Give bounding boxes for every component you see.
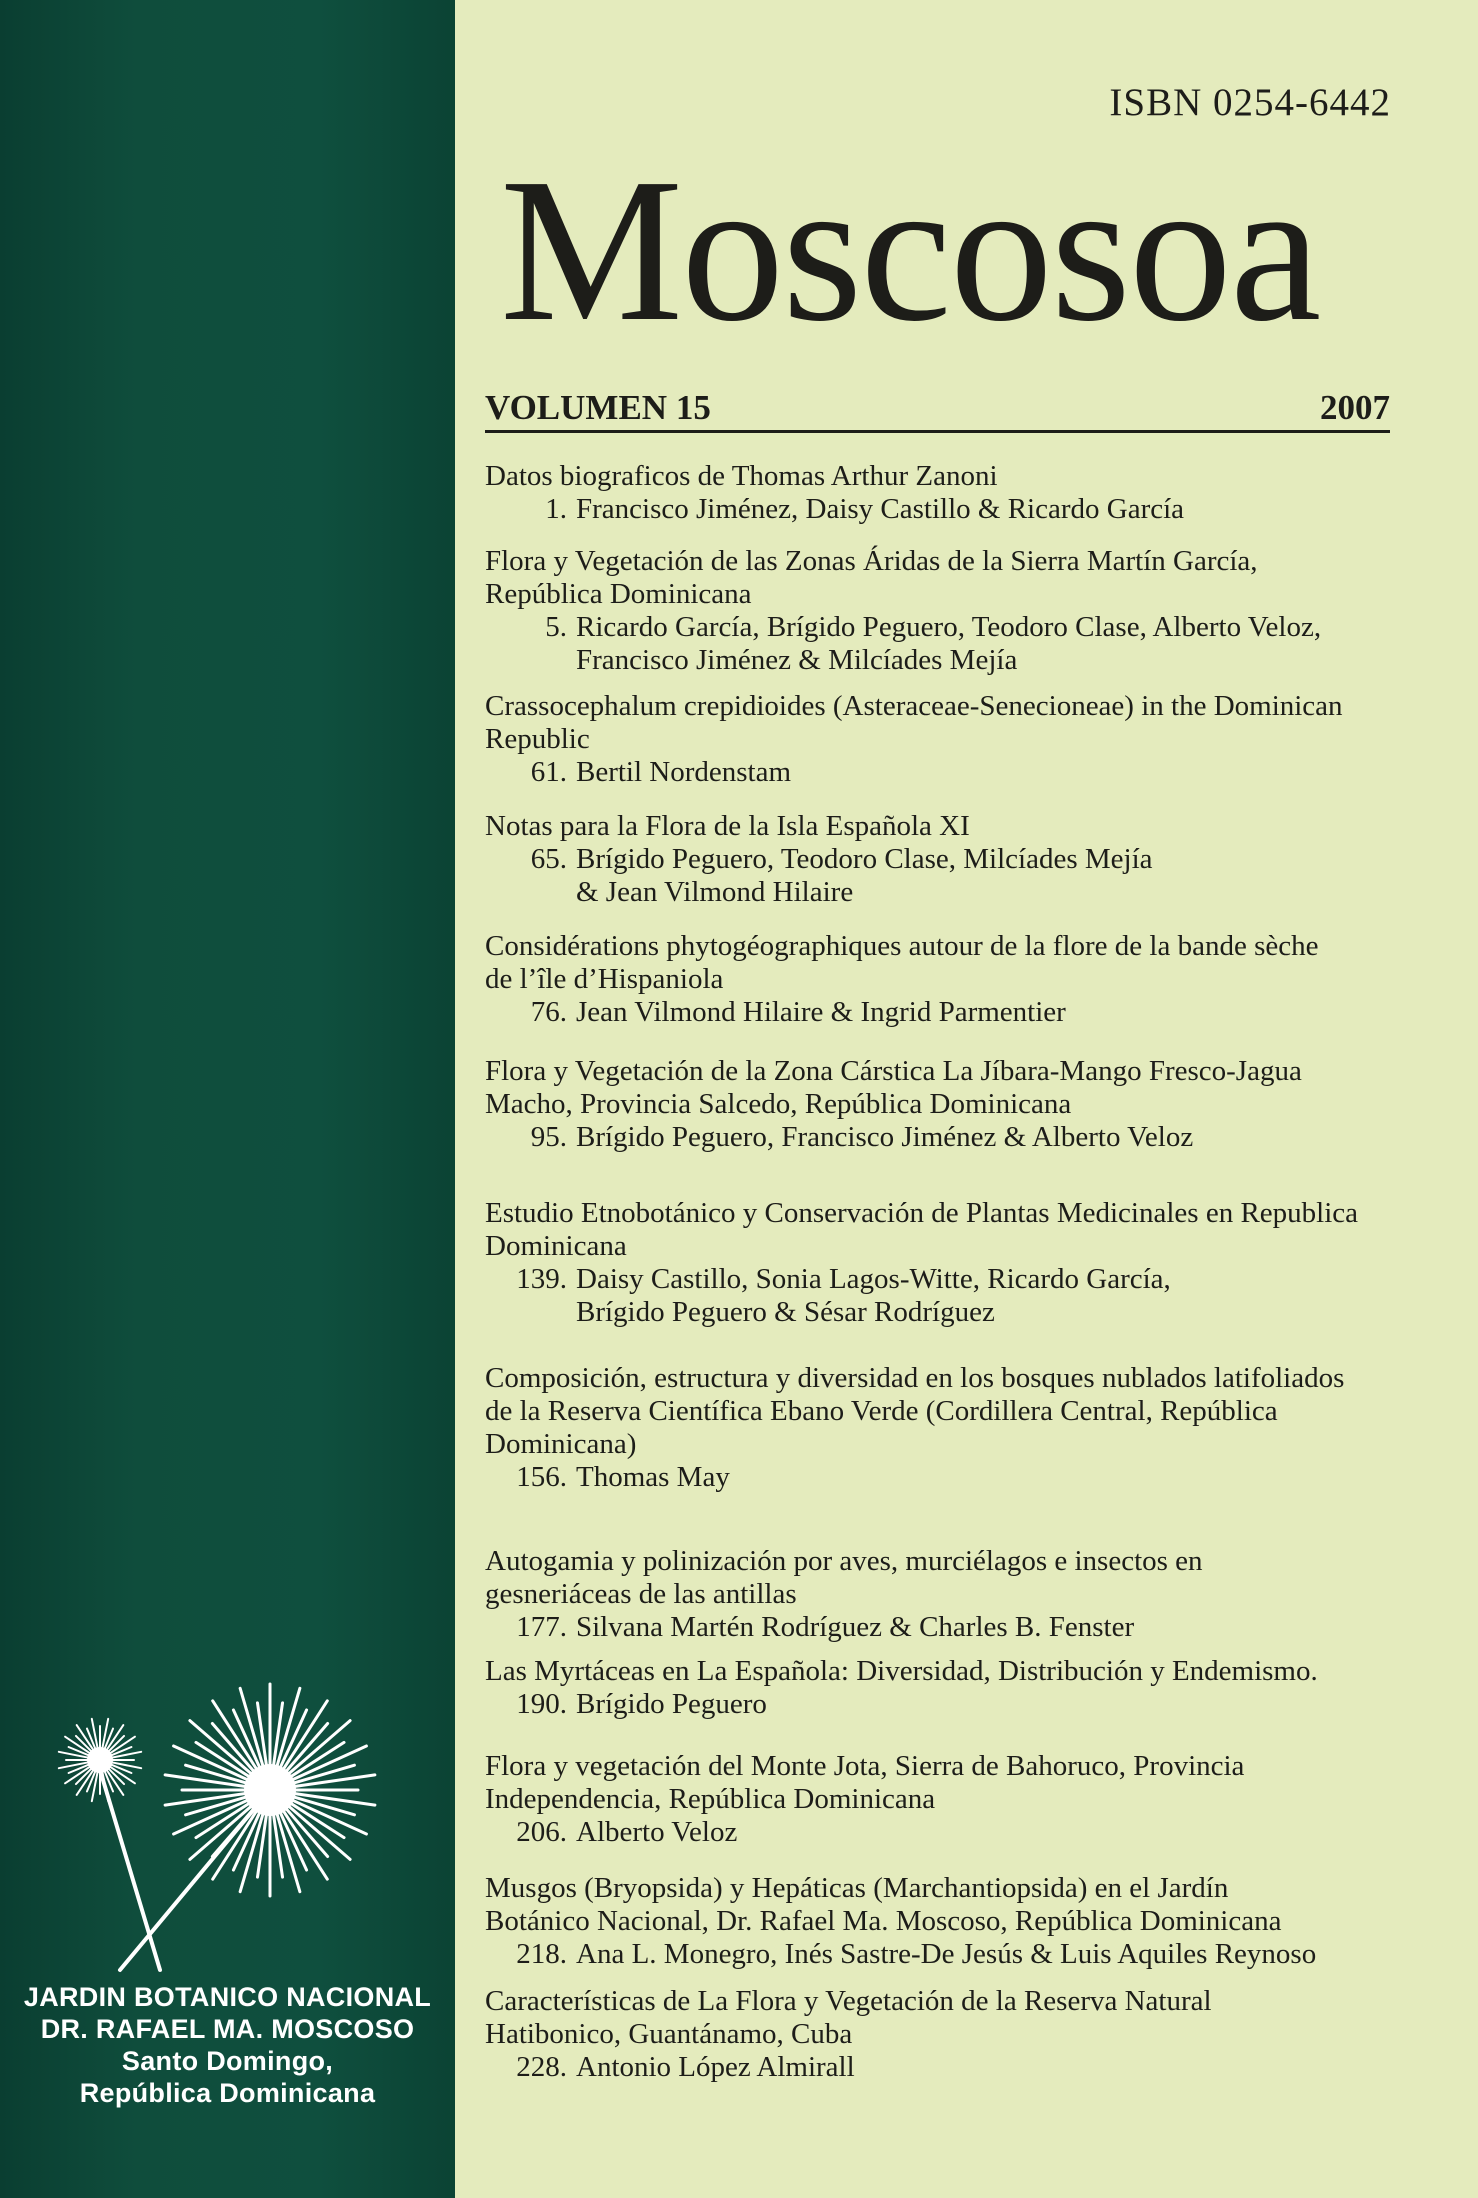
article-page: 95.	[530, 1121, 567, 1153]
author-line: Brígido Peguero	[576, 1688, 767, 1720]
author-line: Ricardo García, Brígido Peguero, Teodoro Clase, Alberto Veloz,	[576, 611, 1322, 643]
article-title: de l’île d’Hispaniola	[485, 963, 724, 995]
toc-entry	[485, 690, 1465, 789]
institution-line: DR. RAFAEL MA. MOSCOSO	[40, 2014, 415, 2044]
article-authors	[485, 1938, 1465, 1971]
author-line: Jean Vilmond Hilaire & Ingrid Parmentier	[576, 996, 1066, 1028]
page-indent	[485, 644, 576, 677]
article-title: Composición, estructura y diversidad en los bosques nublados latifoliados	[485, 1362, 1345, 1394]
institution-line: JARDIN BOTANICO NACIONAL	[23, 1982, 432, 2012]
article-page: 76.	[530, 996, 567, 1028]
author-line: Francisco Jiménez & Milcíades Mejía	[576, 644, 1018, 676]
author-line: Daisy Castillo, Sonia Lagos-Witte, Ricardo García,	[576, 1263, 1171, 1295]
author-line: Thomas May	[576, 1461, 730, 1493]
article-title: Musgos (Bryopsida) y Hepáticas (Marchantiopsida) en el Jardín	[485, 1872, 1229, 1904]
article-authors	[485, 876, 1465, 909]
isbn-number: ISBN 0254-6442	[1109, 81, 1391, 124]
page-indent	[485, 876, 576, 909]
article-authors	[485, 1611, 1465, 1644]
article-authors	[485, 1263, 1465, 1296]
article-authors	[485, 996, 1465, 1029]
article-page: 190.	[516, 1688, 567, 1720]
toc-entry	[485, 1545, 1465, 1644]
toc-entry	[485, 1985, 1465, 2084]
toc-entry	[485, 545, 1465, 677]
institution-country: República Dominicana	[79, 2078, 376, 2108]
toc-entry	[485, 1750, 1465, 1849]
toc-entry	[485, 1197, 1465, 1329]
author-line: Antonio López Almirall	[576, 2051, 855, 2083]
article-authors	[485, 644, 1465, 677]
sunburst-palm-icon	[40, 1680, 420, 1980]
author-line: Brígido Peguero, Francisco Jiménez & Alberto Veloz	[576, 1121, 1194, 1153]
article-page: 139.	[516, 1263, 567, 1295]
article-authors	[485, 1461, 1465, 1494]
author-line: Alberto Veloz	[576, 1816, 738, 1848]
article-page: 65.	[530, 843, 567, 875]
article-page: 156.	[516, 1461, 567, 1493]
author-line: & Jean Vilmond Hilaire	[576, 876, 854, 908]
article-page: 177.	[516, 1611, 567, 1643]
article-title: Características de La Flora y Vegetación de la Reserva Natural	[485, 1985, 1212, 2017]
toc-entry	[485, 1055, 1465, 1154]
journal-title: Moscosoa	[500, 135, 1320, 364]
article-title: Botánico Nacional, Dr. Rafael Ma. Moscoso, República Dominicana	[485, 1905, 1282, 1937]
article-title: Estudio Etnobotánico y Conservación de Plantas Medicinales en Republica	[485, 1197, 1359, 1229]
article-authors	[485, 1816, 1465, 1849]
toc-entry	[485, 1872, 1465, 1971]
toc-entry	[485, 460, 1465, 526]
article-page: 5.	[545, 611, 567, 643]
author-line: Francisco Jiménez, Daisy Castillo & Ricardo García	[576, 493, 1185, 525]
article-title: Flora y Vegetación de las Zonas Áridas de la Sierra Martín García,	[485, 545, 1258, 577]
volume-rule	[485, 384, 1390, 433]
article-page: 61.	[530, 756, 567, 788]
article-title: República Dominicana	[485, 578, 752, 610]
article-title: Independencia, República Dominicana	[485, 1783, 936, 1815]
article-title: Republic	[485, 723, 590, 755]
page-indent	[485, 1296, 576, 1329]
author-line: Brígido Peguero & Sésar Rodríguez	[576, 1296, 995, 1328]
article-title: Macho, Provincia Salcedo, República Dominicana	[485, 1088, 1072, 1120]
institution-city: Santo Domingo,	[121, 2046, 334, 2076]
toc-entry	[485, 810, 1465, 909]
article-title: Dominicana	[485, 1230, 627, 1262]
toc-entry	[485, 1362, 1465, 1494]
article-title: Autogamia y polinización por aves, murciélagos e insectos en	[485, 1545, 1203, 1577]
article-authors	[485, 756, 1465, 789]
article-title: Notas para la Flora de la Isla Española XI	[485, 810, 970, 842]
article-authors	[485, 611, 1465, 644]
article-title: gesneriáceas de las antillas	[485, 1578, 797, 1610]
article-page: 228.	[516, 2051, 567, 2083]
author-line: Brígido Peguero, Teodoro Clase, Milcíades Mejía	[576, 843, 1153, 875]
institution-name	[0, 1981, 455, 2109]
article-page: 206.	[516, 1816, 567, 1848]
article-page: 218.	[516, 1938, 567, 1970]
article-authors	[485, 2051, 1465, 2084]
cover-sidebar	[0, 0, 455, 2198]
article-authors	[485, 843, 1465, 876]
author-line: Ana L. Monegro, Inés Sastre-De Jesús & Luis Aquiles Reynoso	[576, 1938, 1317, 1970]
article-title: Crassocephalum crepidioides (Asteraceae-Senecioneae) in the Dominican	[485, 690, 1343, 722]
toc-entry	[485, 930, 1465, 1029]
article-page: 1.	[545, 493, 567, 525]
cover-main	[455, 0, 1478, 2198]
article-title: Las Myrtáceas en La Española: Diversidad, Distribución y Endemismo.	[485, 1655, 1318, 1687]
article-title: Flora y Vegetación de la Zona Cárstica La Jíbara-Mango Fresco-Jagua	[485, 1055, 1302, 1087]
article-title: Hatibonico, Guantánamo, Cuba	[485, 2018, 853, 2050]
article-authors	[485, 493, 1465, 526]
article-authors	[485, 1688, 1465, 1721]
article-title: Datos biograficos de Thomas Arthur Zanoni	[485, 460, 998, 492]
article-title: Dominicana)	[485, 1428, 637, 1460]
article-title: Considérations phytogéographiques autour de la flore de la bande sèche	[485, 930, 1319, 962]
author-line: Silvana Martén Rodríguez & Charles B. Fenster	[576, 1611, 1135, 1643]
article-title: de la Reserva Científica Ebano Verde (Cordillera Central, República	[485, 1395, 1278, 1427]
article-authors	[485, 1296, 1465, 1329]
volume-label: VOLUMEN 15	[485, 388, 711, 427]
author-line: Bertil Nordenstam	[576, 756, 792, 788]
volume-year: 2007	[1320, 388, 1390, 427]
article-title: Flora y vegetación del Monte Jota, Sierra de Bahoruco, Provincia	[485, 1750, 1245, 1782]
toc-entry	[485, 1655, 1465, 1721]
article-authors	[485, 1121, 1465, 1154]
